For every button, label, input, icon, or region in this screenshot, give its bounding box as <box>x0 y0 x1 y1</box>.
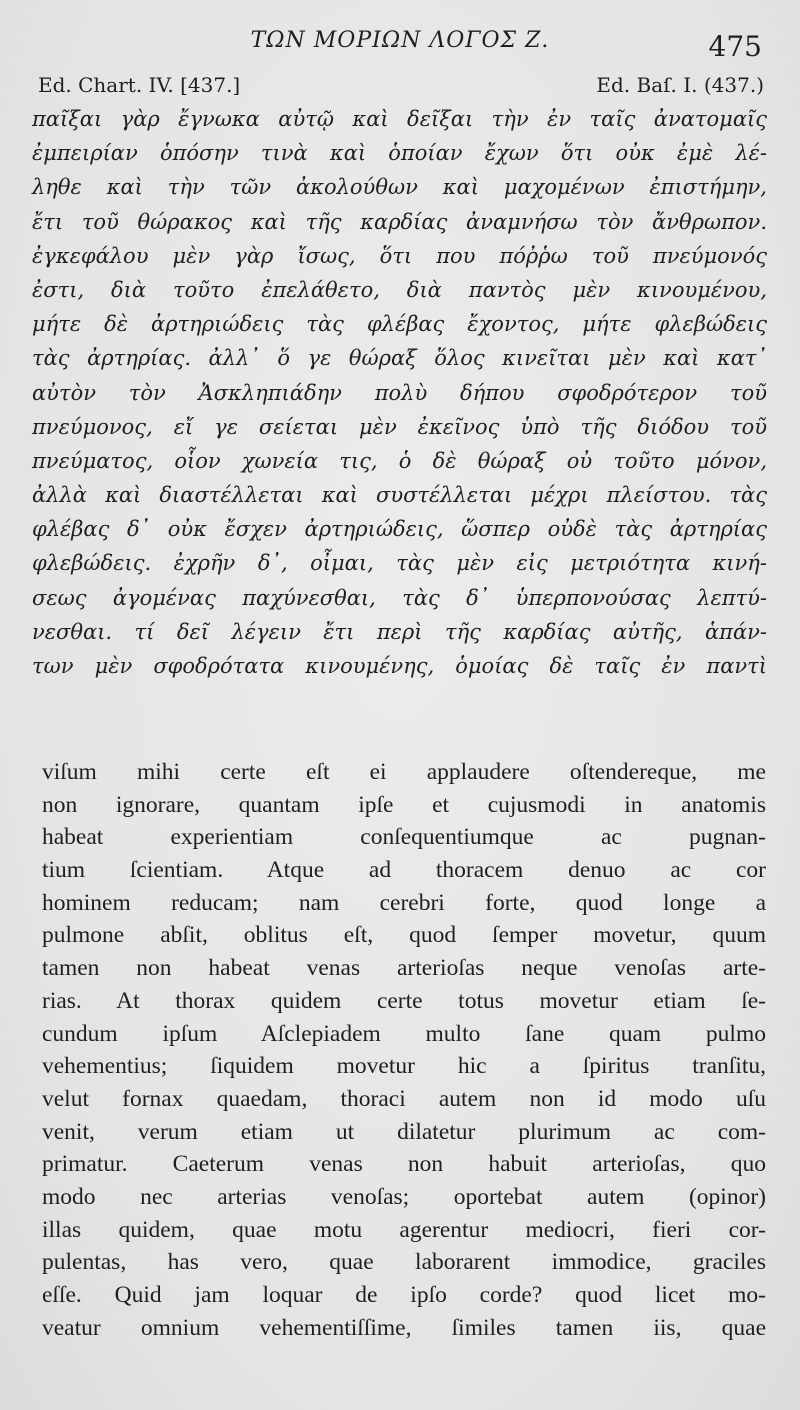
latin-line: viſum mihi certe eſt ei applaudere oſtendereque, me <box>42 759 766 785</box>
latin-line: pulmone abſit, oblitus eſt, quod ſemper movetur, quum <box>42 922 766 949</box>
greek-line: ἐγκεφάλου μὲν γὰρ ἴσως, ὅτι που πόῤῥω τοῦ πνεύμονός <box>32 243 767 268</box>
latin-line: vehementius; ſiquidem movetur hic a ſpiritus tranſitu, <box>42 1053 766 1080</box>
latin-line: pulentas, has vero, quae laborarent immodice, graciles <box>42 1249 766 1276</box>
latin-line: primatur. Caeterum venas non habuit arterioſas, quo <box>42 1151 766 1178</box>
greek-line: ληθε καὶ τὴν τῶν ἀκολούθων καὶ μαχομένων ἐπιστήμην, <box>32 175 767 200</box>
latin-line: venit, verum etiam ut dilatetur plurimum ac com- <box>42 1118 766 1145</box>
latin-line: habeat experientiam conſequentiumque ac pugnan- <box>42 824 766 851</box>
running-title: ΤΩΝ ΜΟΡΙΩΝ ΛΟΓΟΣ Ζ. <box>250 28 550 53</box>
greek-line: ἐμπειρίαν ὁπόσην τινὰ καὶ ὁποίαν ἔχων ὅτι οὐκ ἐμὲ λέ- <box>32 141 767 166</box>
greek-line: ἐστι, διὰ τοῦτο ἐπελάθετο, διὰ παντὸς μὲν κινουμένου, <box>32 277 767 302</box>
greek-line: τὰς ἀρτηρίας. ἀλλ᾽ ὅ γε θώραξ ὅλος κινεῖται μὲν καὶ κατ᾽ <box>32 346 767 371</box>
greek-line: ἔτι τοῦ θώρακος καὶ τῆς καρδίας ἀναμνήσω τὸν ἄνθρωπον. <box>32 209 767 234</box>
greek-line: νεσθαι. τί δεῖ λέγειν ἔτι περὶ τῆς καρδίας αὐτῆς, ἁπάν- <box>32 619 767 644</box>
latin-line: tamen non habeat venas arterioſas neque venoſas arte- <box>42 955 766 982</box>
greek-line: των μὲν σφοδρότατα κινουμένης, ὁμοίας δὲ ταῖς ἐν παντὶ <box>32 654 767 678</box>
greek-line: σεως ἀγομένας παχύνεσθαι, τὰς δ᾽ ὑπερπονούσας λεπτύ- <box>32 585 767 610</box>
latin-line: modo nec arterias venoſas; oportebat autem (opinor) <box>42 1183 766 1210</box>
latin-line: non ignorare, quantam ipſe et cujusmodi in anatomis <box>42 791 766 818</box>
greek-line: μήτε δὲ ἀρτηριώδεις τὰς φλέβας ἔχοντος, μήτε φλεβώδεις <box>32 312 767 337</box>
greek-line: πνεύματος, οἷον χωνεία τις, ὁ δὲ θώραξ οὐ τοῦτο μόνον, <box>32 448 767 473</box>
greek-line: φλέβας δ᾽ οὐκ ἔσχεν ἀρτηριώδεις, ὥσπερ οὐδὲ τὰς ἀρτηρίας <box>32 517 767 542</box>
latin-line: veatur omnium vehementiſſime, ſimiles tamen iis, quae <box>42 1314 766 1341</box>
latin-line: rias. At thorax quidem certe totus movetur etiam ſe- <box>42 987 766 1014</box>
latin-line: eſſe. Quid jam loquar de ipſo corde? quod licet mo- <box>42 1282 766 1308</box>
latin-text-block <box>42 756 766 1344</box>
edition-reference-basel: Ed. Baſ. I. (437.) <box>596 73 764 97</box>
greek-line: ἀλλὰ καὶ διαστέλλεται καὶ συστέλλεται μέχρι πλείστου. τὰς <box>32 483 767 508</box>
greek-line: αὐτὸν τὸν Ἀσκληπιάδην πολὺ δήπου σφοδρότερον τοῦ <box>32 380 767 405</box>
greek-line: πνεύμονος, εἴ γε σείεται μὲν ἐκεῖνος ὑπὸ τῆς διόδου τοῦ <box>32 414 767 439</box>
latin-line: velut fornax quaedam, thoraci autem non id modo uſu <box>42 1085 766 1112</box>
greek-text-block <box>32 102 767 683</box>
latin-line: tium ſcientiam. Atque ad thoracem denuo ac cor <box>42 857 766 884</box>
page-number: 475 <box>708 30 762 63</box>
greek-line: φλεβώδεις. ἐχρῆν δ᾽, οἶμαι, τὰς μὲν εἰς μετριότητα κινή- <box>32 551 767 576</box>
latin-line: illas quidem, quae motu agerentur mediocri, fieri cor- <box>42 1216 766 1243</box>
edition-reference-chartier: Ed. Chart. IV. [437.] <box>38 73 241 97</box>
latin-line: hominem reducam; nam cerebri forte, quod longe a <box>42 889 766 916</box>
latin-line: cundum ipſum Aſclepiadem multo ſane quam pulmo <box>42 1020 766 1047</box>
greek-line: παῖξαι γὰρ ἔγνωκα αὐτῷ καὶ δεῖξαι τὴν ἐν ταῖς ἀνατομαῖς <box>32 107 767 131</box>
